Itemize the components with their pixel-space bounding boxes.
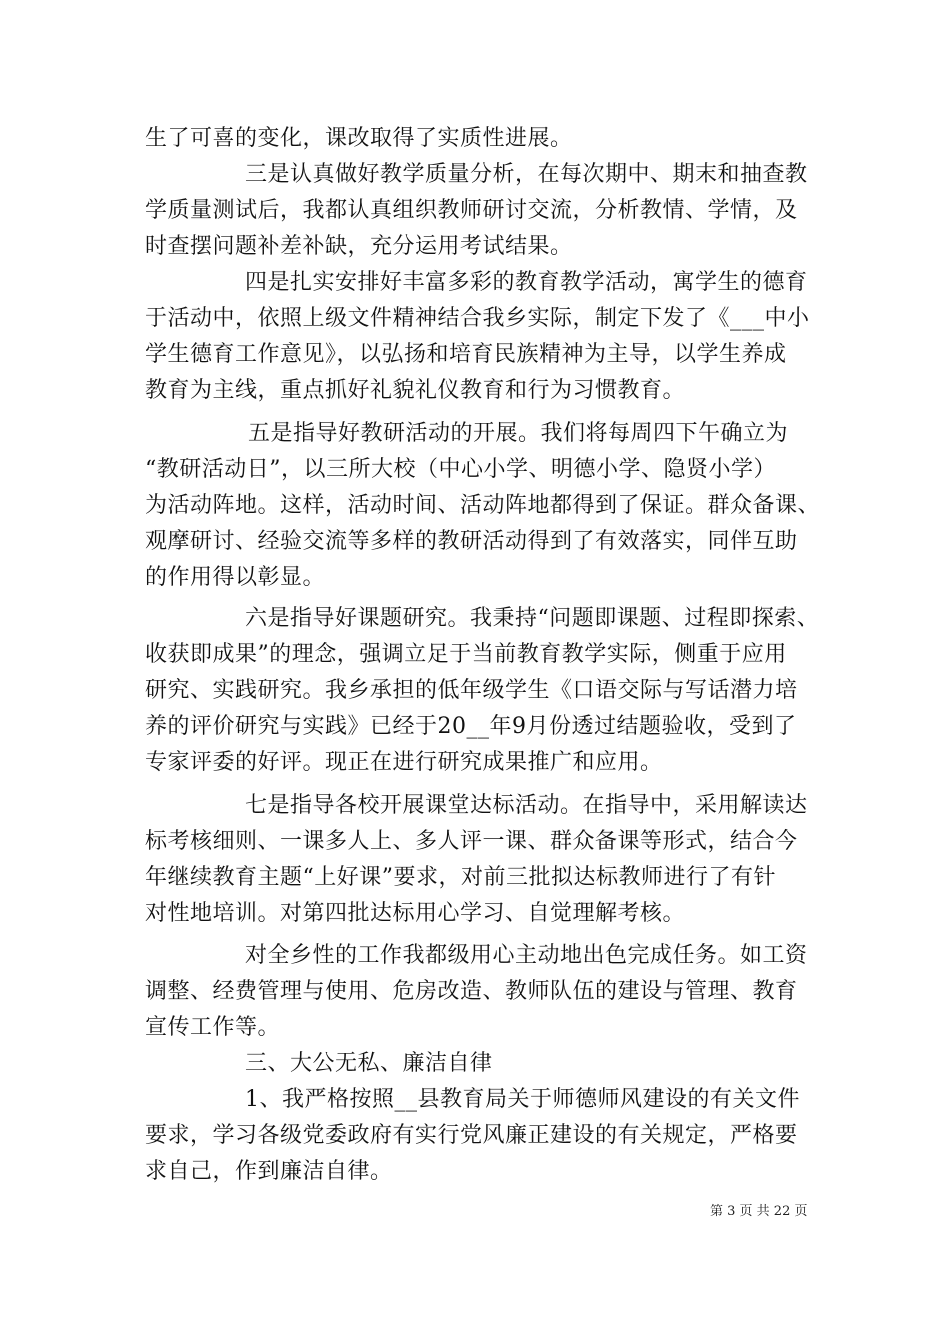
section-heading: 三、大公无私、廉洁自律 <box>245 1051 493 1076</box>
text-line: 四是扎实安排好丰富多彩的教育教学活动，寓学生的德育 <box>245 270 808 295</box>
text-line: 收获即成果”的理念，强调立足于当前教育教学实际，侧重于应用 <box>145 642 787 667</box>
text-line: 对全乡性的工作我都级用心主动地出色完成任务。如工资 <box>245 943 808 968</box>
text-line: 时查摆问题补差补缺，充分运用考试结果。 <box>145 234 573 259</box>
text-line: 教育为主线，重点抓好礼貌礼仪教育和行为习惯教育。 <box>145 378 686 403</box>
text-line: 三是认真做好教学质量分析，在每次期中、期末和抽查教 <box>245 162 808 187</box>
text-line: 1、我严格按照__县教育局关于师德师风建设的有关文件 <box>245 1087 800 1112</box>
text-line: 六是指导好课题研究。我秉持“问题即课题、过程即探索、 <box>245 606 820 631</box>
text-line: 五是指导好教研活动的开展。我们将每周四下午确立为 <box>248 421 789 446</box>
text-line: 观摩研讨、经验交流等多样的教研活动得到了有效落实，同伴互助 <box>145 529 798 554</box>
page-number: 第 3 页 共 22 页 <box>710 1204 808 1219</box>
text-line: 要求，学习各级党委政府有实行党风廉正建设的有关规定，严格要 <box>145 1123 798 1148</box>
text-line: 养的评价研究与实践》已经于20__年9月份透过结题验收，受到了 <box>145 714 797 739</box>
text-line: 对性地培训。对第四批达标用心学习、自觉理解考核。 <box>145 901 686 926</box>
text-line: 学质量测试后，我都认真组织教师研讨交流，分析教情、学情，及 <box>145 198 798 223</box>
text-line: 专家评委的好评。现正在进行研究成果推广和应用。 <box>145 750 663 775</box>
text-line: 七是指导各校开展课堂达标活动。在指导中，采用解读达 <box>245 793 808 818</box>
text-line: 生了可喜的变化，课改取得了实质性进展。 <box>145 126 573 151</box>
text-line: 于活动中，依照上级文件精神结合我乡实际，制定下发了《___中小 <box>145 306 810 331</box>
text-line: 为活动阵地。这样，活动时间、活动阵地都得到了保证。群众备课、 <box>145 493 821 518</box>
text-line: 学生德育工作意见》，以弘扬和培育民族精神为主导，以学生养成 <box>145 342 787 367</box>
text-line: 年继续教育主题“上好课”要求，对前三批拟达标教师进行了有针 <box>145 865 776 890</box>
text-line: 求自己，作到廉洁自律。 <box>145 1159 393 1184</box>
text-line: “教研活动日”，以三所大校（中心小学、明德小学、隐贤小学） <box>145 457 776 482</box>
text-line: 研究、实践研究。我乡承担的低年级学生《口语交际与写话潜力培 <box>145 678 798 703</box>
text-line: 宣传工作等。 <box>145 1015 281 1040</box>
text-line: 调整、经费管理与使用、危房改造、教师队伍的建设与管理、教育 <box>145 979 798 1004</box>
text-line: 的作用得以彰显。 <box>145 565 326 590</box>
text-line: 标考核细则、一课多人上、多人评一课、群众备课等形式，结合今 <box>145 829 798 854</box>
